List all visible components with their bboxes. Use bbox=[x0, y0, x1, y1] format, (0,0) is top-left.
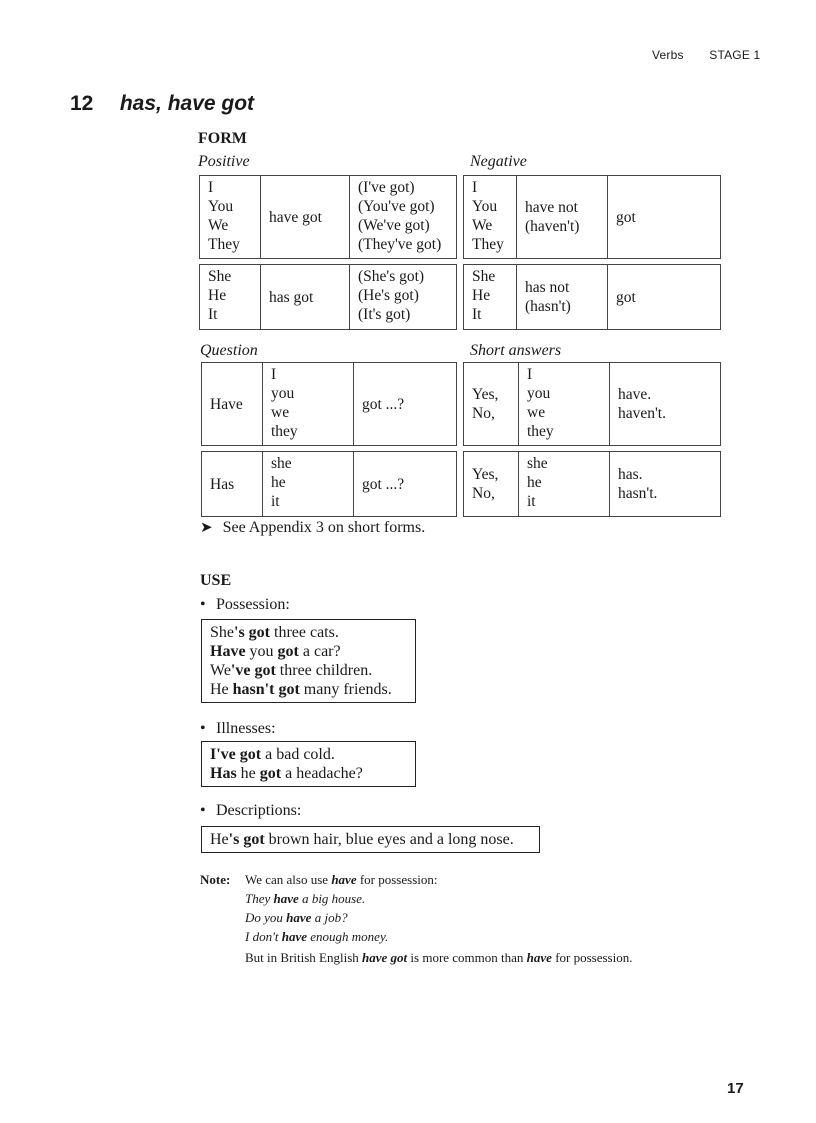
subjects-cell: She He It bbox=[464, 265, 517, 330]
see-appendix-note bbox=[200, 518, 425, 537]
bold-segment: 's got bbox=[228, 831, 265, 848]
text-segment: She bbox=[210, 624, 234, 641]
bullet-label: Descriptions: bbox=[216, 802, 302, 819]
note-segment: enough money. bbox=[307, 929, 389, 944]
example-sentence bbox=[210, 745, 407, 764]
text-segment: many friends. bbox=[299, 681, 392, 698]
yes-no-cell: Yes, No, bbox=[464, 363, 519, 446]
text-segment: three children. bbox=[275, 662, 373, 679]
aux-cell: Have bbox=[202, 363, 263, 446]
got-cell: got ...? bbox=[354, 363, 457, 446]
verb-cell: has not (hasn't) bbox=[517, 265, 608, 330]
subjects-cell: she he it bbox=[519, 452, 610, 517]
note-segment: have got bbox=[362, 950, 408, 965]
text-segment: a headache? bbox=[281, 765, 363, 782]
use-heading: USE bbox=[200, 572, 232, 589]
note-segment: a big house. bbox=[298, 891, 366, 906]
bold-segment: got bbox=[259, 765, 282, 782]
note-segment: for possession. bbox=[551, 950, 633, 965]
note-label: Note: bbox=[200, 872, 231, 887]
bullet-label: Illnesses: bbox=[216, 720, 276, 737]
positive-label: Positive bbox=[198, 153, 250, 170]
example-sentence bbox=[210, 680, 407, 699]
text-segment: We bbox=[210, 662, 231, 679]
bullet-descriptions bbox=[200, 802, 301, 820]
bold-segment: Has bbox=[210, 765, 237, 782]
subjects-cell: She He It bbox=[200, 265, 261, 330]
text-segment: three cats. bbox=[270, 624, 339, 641]
unit-title-text: has, have got bbox=[119, 92, 255, 115]
unit-number: 12 bbox=[70, 92, 94, 115]
negative-table-singular bbox=[463, 264, 721, 330]
note-segment: for possession: bbox=[356, 872, 438, 887]
bold-segment: Have bbox=[210, 643, 246, 660]
example-sentence bbox=[210, 642, 407, 661]
note-segment: have bbox=[273, 891, 299, 906]
verb-cell: has got bbox=[261, 265, 350, 330]
subjects-cell: I you we they bbox=[263, 363, 354, 446]
text-segment: a car? bbox=[298, 643, 341, 660]
short-form-cell: (I've got) (You've got) (We've got) (They've got) bbox=[350, 176, 457, 259]
positive-table-singular bbox=[199, 264, 457, 330]
descriptions-examples-box bbox=[201, 826, 540, 853]
text-segment: He bbox=[210, 681, 233, 698]
example-sentence bbox=[210, 830, 531, 849]
bullet-icon: • bbox=[200, 720, 206, 737]
bold-segment: 've got bbox=[230, 662, 276, 679]
note-segment: Do you bbox=[245, 910, 287, 925]
negative-label: Negative bbox=[470, 153, 527, 170]
note-segment: have bbox=[526, 950, 552, 965]
note-segment: have bbox=[331, 872, 357, 887]
bold-segment: hasn't got bbox=[232, 681, 300, 698]
answers-cell: has. hasn't. bbox=[610, 452, 721, 517]
example-sentence bbox=[210, 661, 407, 680]
see-appendix-text: See Appendix 3 on short forms. bbox=[222, 519, 426, 536]
verb-cell: have got bbox=[261, 176, 350, 259]
text-segment: he bbox=[236, 765, 260, 782]
text-segment: He bbox=[210, 831, 229, 848]
bullet-icon: • bbox=[200, 802, 206, 819]
short-answers-table-plural bbox=[463, 362, 721, 446]
text-segment: you bbox=[245, 643, 278, 660]
page-number: 17 bbox=[727, 1080, 744, 1097]
possession-examples-box bbox=[201, 619, 416, 703]
note-line bbox=[245, 872, 437, 888]
unit-title bbox=[70, 92, 254, 116]
note-segment: have bbox=[286, 910, 312, 925]
note-segment: But in British English bbox=[245, 950, 363, 965]
subjects-cell: I you we they bbox=[519, 363, 610, 446]
short-answers-table-singular bbox=[463, 451, 721, 517]
stage-label: STAGE 1 bbox=[709, 48, 761, 62]
note-segment: a job? bbox=[311, 910, 348, 925]
got-cell: got ...? bbox=[354, 452, 457, 517]
aux-cell: Has bbox=[202, 452, 263, 517]
text-segment: a bad cold. bbox=[261, 746, 335, 763]
arrow-right-icon: ➤ bbox=[200, 520, 213, 536]
short-answers-label: Short answers bbox=[470, 342, 562, 359]
note-segment: I don't bbox=[245, 929, 282, 944]
illnesses-examples-box bbox=[201, 741, 416, 787]
bullet-label: Possession: bbox=[216, 596, 290, 613]
note-line bbox=[245, 891, 365, 907]
subjects-cell: I You We They bbox=[464, 176, 517, 259]
note-line bbox=[245, 950, 632, 966]
yes-no-cell: Yes, No, bbox=[464, 452, 519, 517]
bullet-illnesses bbox=[200, 720, 276, 738]
bullet-possession bbox=[200, 596, 290, 614]
note-segment: is more common than bbox=[407, 950, 527, 965]
short-form-cell: (She's got) (He's got) (It's got) bbox=[350, 265, 457, 330]
verb-cell: have not (haven't) bbox=[517, 176, 608, 259]
subjects-cell: I You We They bbox=[200, 176, 261, 259]
answers-cell: have. haven't. bbox=[610, 363, 721, 446]
note-segment: We can also use bbox=[245, 872, 332, 887]
note-segment: have bbox=[281, 929, 308, 944]
question-table-singular bbox=[201, 451, 457, 517]
question-label: Question bbox=[200, 342, 258, 359]
got-cell: got bbox=[608, 265, 721, 330]
note-line bbox=[245, 910, 348, 926]
bold-segment: I've got bbox=[210, 746, 262, 763]
note-line bbox=[245, 929, 388, 945]
note-segment: They bbox=[245, 891, 274, 906]
got-cell: got bbox=[608, 176, 721, 259]
subjects-cell: she he it bbox=[263, 452, 354, 517]
example-sentence bbox=[210, 764, 407, 783]
question-table-plural bbox=[201, 362, 457, 446]
bold-segment: got bbox=[277, 643, 299, 660]
running-header bbox=[652, 48, 760, 62]
form-heading: FORM bbox=[198, 130, 247, 147]
text-segment: brown hair, blue eyes and a long nose. bbox=[264, 831, 514, 848]
example-sentence bbox=[210, 623, 407, 642]
bold-segment: 's got bbox=[234, 624, 270, 641]
negative-table-plural bbox=[463, 175, 721, 259]
section-label: Verbs bbox=[652, 48, 684, 62]
bullet-icon: • bbox=[200, 596, 206, 613]
positive-table-plural bbox=[199, 175, 457, 259]
